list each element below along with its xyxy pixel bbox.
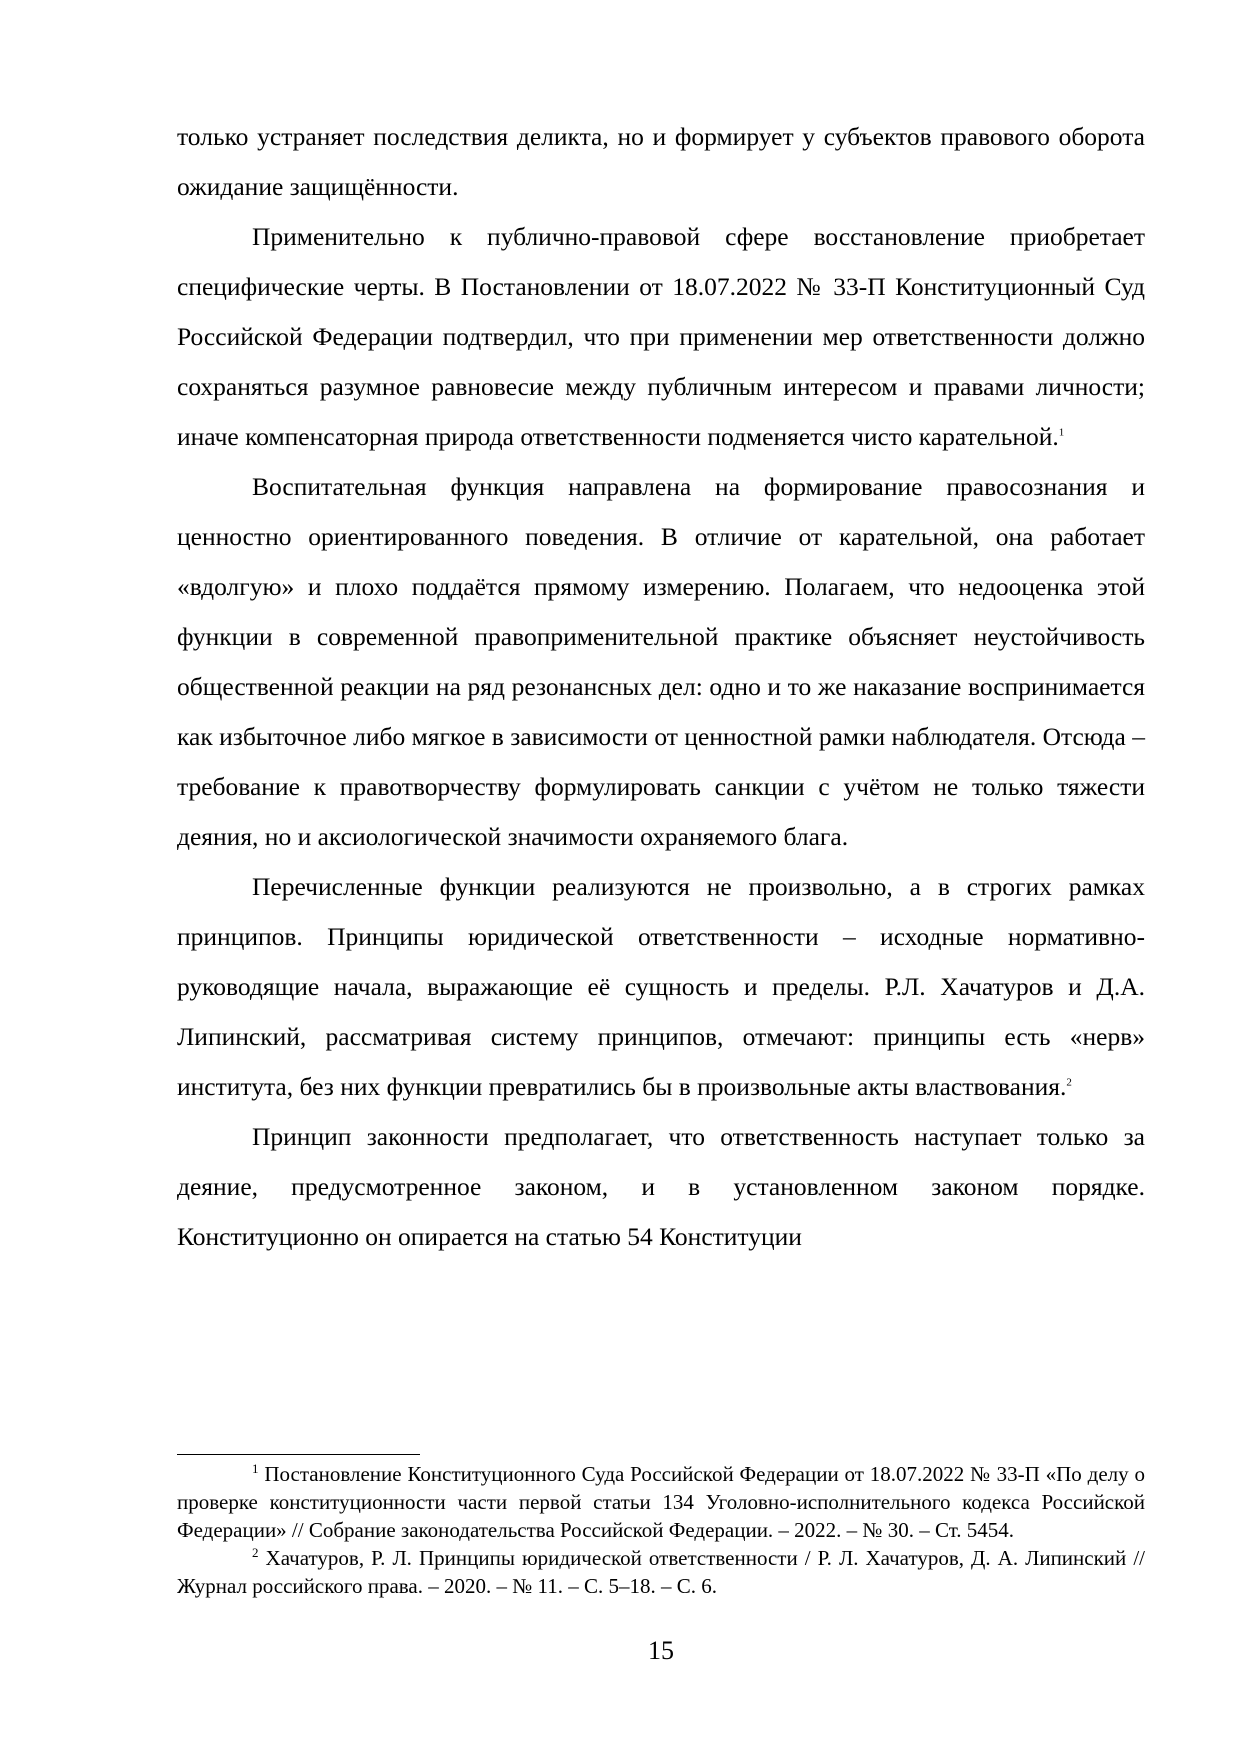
footnote (177, 1460, 1145, 1544)
footnote-number: 1 (252, 1461, 259, 1476)
footnotes (177, 1460, 1145, 1600)
paragraph-text: Применительно к публично-правовой сфере восстановление приобретает специфические черты. В Постановлении от 18.07.2022 № 33-П Конституционный Суд Российской Федерации подтвердил, что при применении мер ответственности должно сохраняться разумное равновесие между публичным интересом и правами личности; иначе компенсаторная природа ответственности подменяется чисто карательной. (177, 222, 1145, 451)
paragraph-text: Перечисленные функции реализуются не произвольно, а в строгих рамках принципов. Принципы юридической ответственности – исходные нормативно-руководящие начала, выражающие её сущность и пределы. Р.Л. Хачатуров и Д.А. Липинский, рассматривая систему принципов, отмечают: принципы есть «нерв» института, без них функции превратились бы в произвольные акты властвования. (177, 872, 1145, 1101)
footnote-reference[interactable]: 2 (1066, 1076, 1072, 1089)
paragraph-text: Принцип законности предполагает, что ответственность наступает только за деяние, предусмотренное законом, и в установленном законом порядке. Конституционно он опирается на статью 54 Конституции (177, 1122, 1145, 1251)
paragraph-continuation (177, 112, 1145, 212)
footnote-separator (177, 1454, 420, 1455)
footnote-text: Постановление Конституционного Суда Российской Федерации от 18.07.2022 № 33-П «По делу о проверке конституционности части первой статьи 134 Уголовно-исполнительного кодекса Российской Федерации» // Собрание законодательства Российской Федерации. – 2022. – № 30. – Ст. 5454. (177, 1462, 1145, 1542)
paragraph-text: Воспитательная функция направлена на формирование правосознания и ценностно ориентированного поведения. В отличие от карательной, она работает «вдолгую» и плохо поддаётся прямому измерению. Полагаем, что недооценка этой функции в современной правоприменительной практике объясняет неустойчивость общественной реакции на ряд резонансных дел: одно и то же наказание воспринимается как избыточное либо мягкое в зависимости от ценностной рамки наблюдателя. Отсюда – требование к правотворчеству формулировать санкции с учётом не только тяжести деяния, но и аксиологической значимости охраняемого блага. (177, 472, 1145, 851)
footnote (177, 1544, 1145, 1600)
paragraph-text: только устраняет последствия деликта, но и формирует у субъектов правового оборота ожидание защищённости. (177, 122, 1145, 201)
footnote-text: Хачатуров, Р. Л. Принципы юридической ответственности / Р. Л. Хачатуров, Д. А. Липинский // Журнал российского права. – 2020. – № 11. – С. 5–18. – С. 6. (177, 1546, 1145, 1598)
paragraph (177, 862, 1145, 1112)
page-number: 15 (648, 1636, 674, 1665)
footnote-number: 2 (252, 1545, 259, 1560)
body-text (177, 112, 1145, 1262)
footnote-reference[interactable]: 1 (1058, 426, 1065, 439)
paragraph (177, 462, 1145, 862)
paragraph (177, 212, 1145, 462)
paragraph (177, 1112, 1145, 1262)
